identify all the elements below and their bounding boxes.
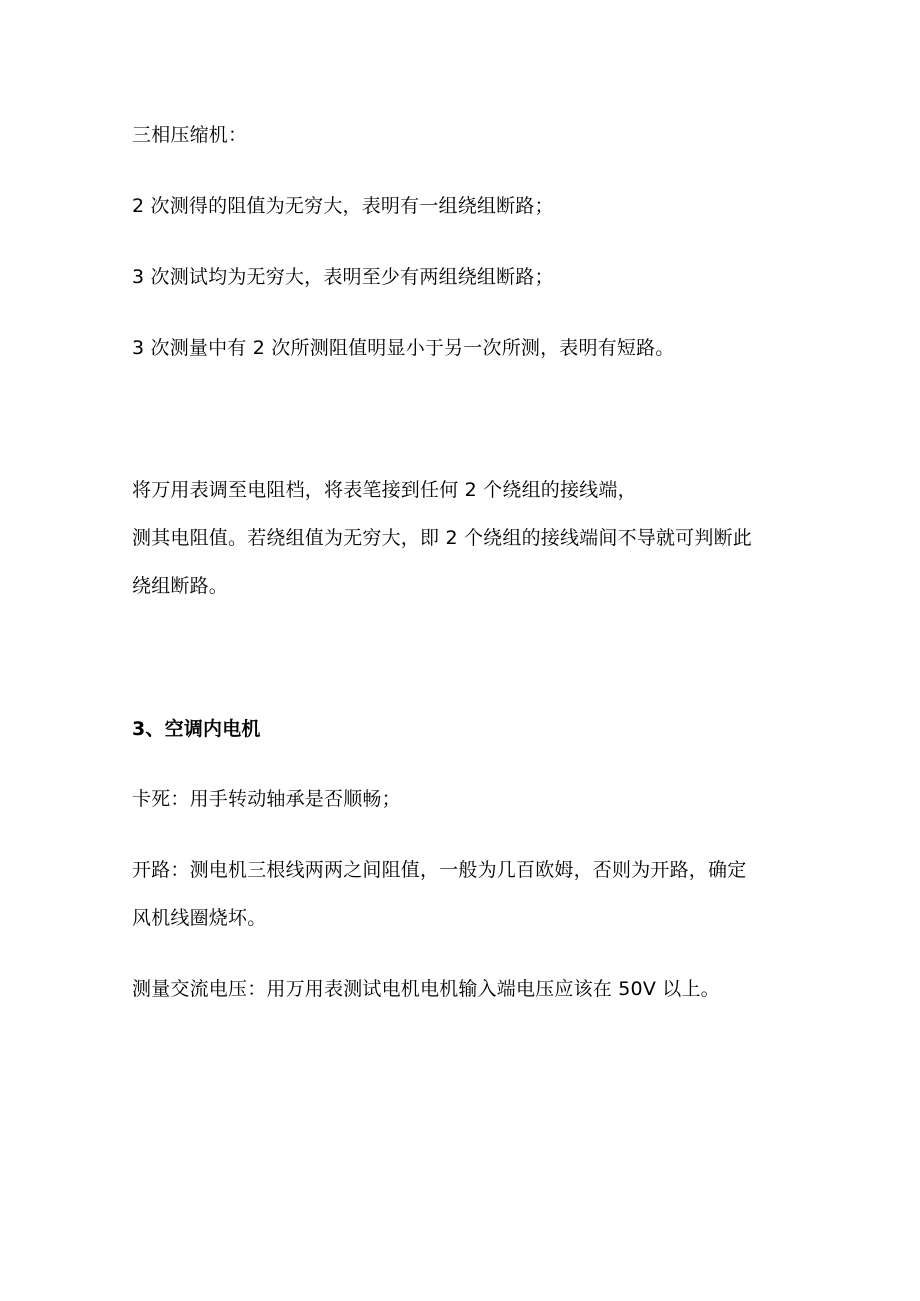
indoor-item-voltage: 测量交流电压：用万用表测试电机电机输入端电压应该在 50V 以上。: [132, 978, 720, 1000]
method-line-1: 将万用表调至电阻档，将表笔接到任何 2 个绕组的接线端，: [132, 479, 637, 501]
compressor-item-3: 3 次测量中有 2 次所测阻值明显小于另一次所测，表明有短路。: [132, 337, 675, 359]
compressor-item-2: 3 次测试均为无穷大，表明至少有两组绕组断路；: [132, 266, 554, 288]
compressor-item-1: 2 次测得的阻值为无穷大，表明有一组绕组断路；: [132, 195, 554, 217]
method-line-2: 测其电阻值。若绕组值为无穷大，即 2 个绕组的接线端间不导就可判断此: [132, 527, 752, 549]
indoor-item-open-line-1: 开路：测电机三根线两两之间阻值，一般为几百欧姆，否则为开路，确定: [132, 859, 747, 881]
compressor-title: 三相压缩机：: [132, 124, 248, 146]
indoor-item-open-line-2: 风机线圈烧坏。: [132, 907, 267, 929]
indoor-item-stuck: 卡死：用手转动轴承是否顺畅；: [132, 788, 401, 810]
method-line-3: 绕组断路。: [132, 575, 229, 597]
section-heading: 3、空调内电机: [132, 718, 261, 740]
